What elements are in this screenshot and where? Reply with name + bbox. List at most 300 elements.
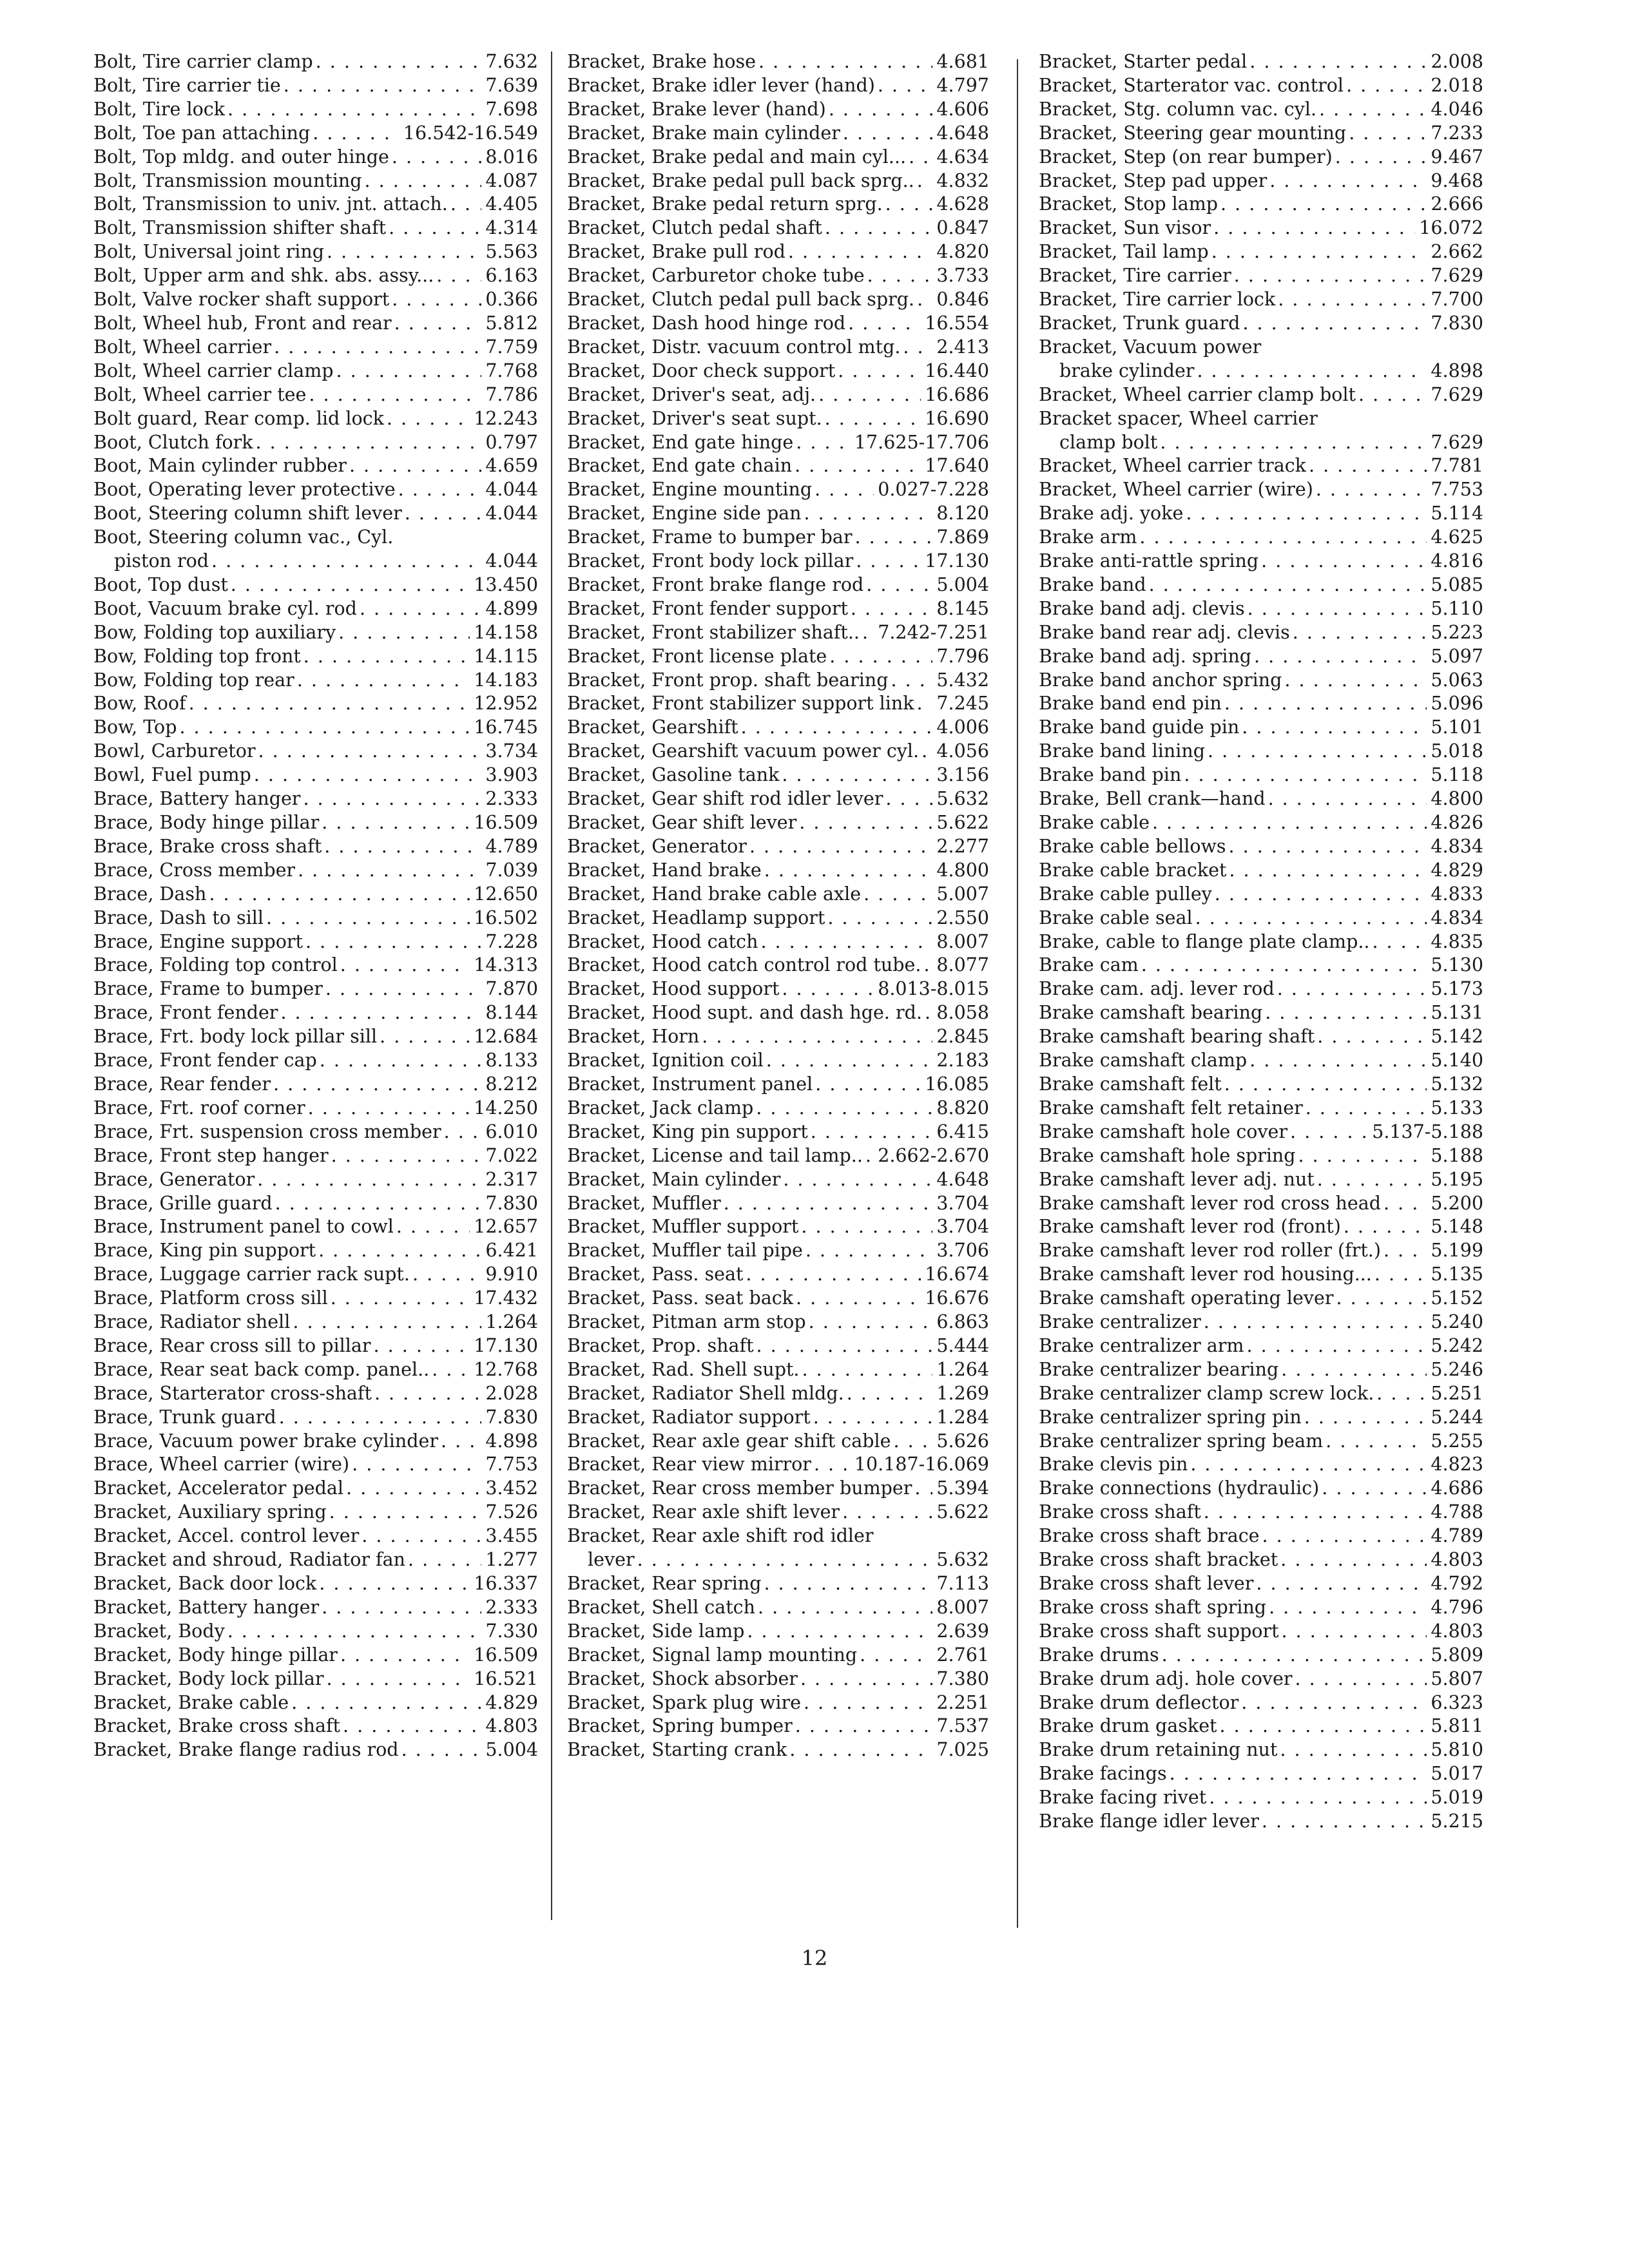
dot-leader [917,169,933,193]
entry-page-ref: 4.648 [936,1168,989,1190]
index-entry [93,383,538,407]
entry-page-ref: 16.509 [474,1644,538,1666]
entry-name: Bracket, Brake pedal and main cyl... [567,146,907,168]
entry-page-ref: 7.242-7.251 [878,621,989,643]
entry-page-ref: 7.753 [485,1454,538,1475]
entry-page-ref: 2.277 [936,835,989,857]
dot-leader [885,193,933,216]
entry-page-ref: 12.768 [474,1358,538,1380]
entry-name: Bracket, Ignition coil [567,1050,764,1072]
entry-name: Brake adj. yoke [1039,503,1184,524]
index-entry [93,740,538,764]
entry-page-ref: 16.554 [925,312,989,334]
index-entry [567,1738,989,1762]
entry-page-ref: 16.509 [474,812,538,833]
dot-leader [856,550,921,573]
entry-page-ref: 5.632 [936,1549,989,1571]
dot-leader [338,621,470,645]
entry-name: Brace, Front fender [93,1002,278,1024]
dot-leader [1241,1691,1427,1715]
entry-name: Brace, Trunk guard [93,1406,276,1428]
index-entry [567,1477,989,1501]
entry-page-ref: 2.028 [485,1382,538,1404]
index-entry [567,883,989,907]
entry-name: Bracket, Gear shift rod idler lever [567,788,883,810]
entry-name: Bracket, Front license plate [567,645,827,667]
entry-page-ref: 7.228 [485,930,538,952]
entry-name: Bracket, Gear shift lever [567,812,797,833]
entry-page-ref: 7.869 [936,526,989,548]
dot-leader [1304,1406,1427,1430]
dot-leader [1141,954,1427,977]
index-entry [567,1097,989,1120]
index-entry [567,454,989,478]
entry-page-ref: 7.759 [485,336,538,358]
entry-page-ref: 8.007 [936,930,989,952]
index-entry [1039,550,1483,573]
entry-page-ref: 9.468 [1431,169,1483,191]
index-entry [93,1738,538,1762]
dot-leader [862,621,874,645]
index-entry [93,1715,538,1738]
index-entry [1039,431,1483,455]
index-entry [567,1667,989,1691]
index-entry [567,1168,989,1192]
entry-page-ref: 5.007 [936,883,989,905]
entry-page-ref: 5.215 [1431,1811,1483,1832]
entry-page-ref: 4.314 [485,217,538,239]
entry-name: Bracket, Driver's seat, adj. [567,383,816,405]
index-entry [93,502,538,526]
entry-page-ref: 5.622 [936,1501,989,1523]
dot-leader [1262,1524,1427,1548]
dot-leader [1242,312,1427,336]
entry-name: Boot, Clutch fork [93,431,253,453]
entry-page-ref: 4.686 [1431,1477,1483,1499]
entry-name: Brake centralizer spring pin [1039,1406,1302,1428]
entry-page-ref: 16.676 [925,1287,989,1309]
entry-name: Bracket, Brake lever (hand) [567,98,826,120]
entry-page-ref: 8.077 [936,954,989,976]
index-entry [567,1144,989,1168]
dot-leader [274,336,481,360]
index-entry [1039,1738,1483,1762]
entry-page-ref: 7.753 [1431,479,1483,501]
dot-leader [815,1073,921,1097]
entry-page-ref: 4.788 [1431,1501,1483,1523]
entry-page-ref: 5.632 [936,788,989,810]
dot-leader [885,787,932,811]
entry-page-ref: 5.110 [1431,597,1483,619]
entry-page-ref: 5.811 [1431,1715,1483,1737]
index-entry [1039,502,1483,526]
entry-page-ref: 4.659 [485,455,538,477]
dot-leader [227,1620,482,1644]
dot-leader [796,1287,921,1311]
entry-name: Bracket, Hand brake cable axle [567,883,862,905]
entry-page-ref: 14.250 [474,1097,538,1119]
entry-name: Bracket, Step (on rear bumper) [1039,146,1333,168]
index-entry [1039,169,1483,193]
index-entry [1039,1001,1483,1025]
entry-name: Bracket, Instrument panel [567,1073,813,1095]
entry-name: Brake camshaft bearing [1039,1002,1263,1024]
entry-page-ref: 16.337 [474,1573,538,1594]
index-entry [1039,1215,1483,1239]
dot-leader [1346,74,1427,98]
entry-name: Bracket, Tail lamp [1039,241,1209,263]
entry-name: Brace, Frt. suspension cross member [93,1120,441,1142]
entry-page-ref: 7.830 [485,1406,538,1428]
page-number: 12 [801,1946,828,1970]
index-entry [1039,1120,1483,1144]
dot-leader [258,740,481,764]
entry-page-ref: 5.018 [1431,740,1483,762]
dot-leader [450,193,482,216]
dot-leader [1242,716,1427,740]
entry-page-ref: 5.199 [1431,1240,1483,1262]
entry-name: Bracket, Pitman arm stop [567,1311,806,1333]
entry-name: Bracket, Muffler tail pipe [567,1240,803,1262]
dot-leader [318,1239,481,1263]
entry-page-ref: 7.786 [485,383,538,405]
dot-leader [1277,977,1427,1001]
dot-leader [1316,478,1427,502]
index-entry [1039,883,1483,907]
entry-page-ref: 7.830 [1431,312,1483,334]
dot-leader [863,883,932,907]
index-entry [567,146,989,169]
dot-leader [1213,216,1415,240]
dot-leader [1344,1215,1427,1239]
index-entry [567,764,989,787]
dot-leader [1306,1097,1427,1120]
entry-name: Bow, Folding top front [93,645,301,667]
dot-leader [795,454,921,478]
index-entry [567,550,989,573]
index-entry [567,1287,989,1311]
index-entry [93,1144,538,1168]
entry-name: Brace, Frt. body lock pillar sill [93,1026,378,1048]
dot-leader [1160,431,1427,455]
entry-page-ref: 4.834 [1431,835,1483,857]
index-entry [93,669,538,693]
index-entry [93,811,538,835]
dot-leader [1376,1382,1427,1406]
entry-page-ref: 3.455 [485,1525,538,1547]
entry-page-ref: 5.807 [1431,1667,1483,1689]
index-entry [93,1548,538,1572]
index-entry [1039,621,1483,645]
entry-name: Brace, Body hinge pillar [93,812,320,833]
dot-leader [788,240,933,264]
dot-leader [825,407,921,431]
dot-leader [227,98,481,122]
entry-name: brake cylinder [1059,360,1195,381]
entry-name: Brake camshaft clamp [1039,1050,1248,1072]
entry-page-ref: 1.264 [936,1358,989,1380]
entry-name: Brake, Bell crank—hand [1039,788,1266,810]
dot-leader [782,764,932,787]
entry-name: Brake camshaft operating lever [1039,1287,1334,1309]
entry-name: Brace, Front step hanger [93,1144,329,1166]
index-entry [93,146,538,169]
entry-name: Bracket spacer, Wheel carrier [1039,407,1318,429]
entry-name: Brake camshaft lever rod (front) [1039,1216,1341,1238]
index-entry [93,1049,538,1073]
dot-leader [293,1311,481,1334]
entry-page-ref: 3.734 [485,740,538,762]
entry-name: Brake drum retaining nut [1039,1739,1278,1761]
index-entry [1039,1715,1483,1738]
index-entry [567,360,989,383]
entry-name: Brake camshaft bearing shaft [1039,1026,1315,1048]
dot-leader [179,716,470,740]
dot-leader [809,1311,933,1334]
entry-page-ref: 4.006 [936,716,989,738]
entry-name: Bracket, Body lock pillar [93,1667,324,1689]
entry-page-ref: 2.333 [485,788,538,810]
entry-name: Bracket, Front brake flange rod [567,573,864,595]
index-entry [93,977,538,1001]
index-entry [93,1477,538,1501]
index-entry [93,216,538,240]
entry-name: Brake camshaft lever adj. nut [1039,1168,1315,1190]
entry-page-ref: 5.195 [1431,1168,1483,1190]
entry-name: lever [588,1549,635,1571]
entry-page-ref: 5.563 [485,241,538,263]
dot-leader [1246,1334,1427,1358]
dot-leader [297,669,470,693]
entry-name: Brake camshaft felt [1039,1073,1222,1095]
entry-name: Boot, Vacuum brake cyl. rod [93,597,357,619]
dot-leader [1215,883,1427,907]
entry-name: Bracket, Brake cable [93,1691,289,1713]
dot-leader [1211,240,1427,264]
entry-page-ref: 4.046 [1431,98,1483,120]
index-column-3 [1039,50,1483,1834]
entry-page-ref: 5.114 [1431,503,1483,524]
entry-name: Bolt, Transmission to univ. jnt. attach. [93,193,448,215]
entry-name: Bracket, Brake main cylinder [567,122,840,144]
dot-leader [1170,1762,1427,1786]
index-entry [567,1382,989,1406]
index-entry [93,1406,538,1430]
dot-leader [1139,526,1427,550]
column-divider [1017,59,1018,1928]
entry-page-ref: 5.135 [1431,1264,1483,1285]
entry-name: Bracket, Generator [567,835,747,857]
entry-page-ref: 4.792 [1431,1573,1483,1594]
index-entry [567,74,989,98]
entry-page-ref: 8.007 [936,1596,989,1618]
entry-page-ref: 5.137-5.188 [1372,1120,1483,1142]
index-entry [1039,1691,1483,1715]
index-entry [1039,1025,1483,1049]
dot-leader [855,526,933,550]
index-entry [567,383,989,407]
entry-page-ref: 5.251 [1431,1382,1483,1404]
entry-page-ref: 5.118 [1431,764,1483,786]
index-entry [1039,930,1483,954]
entry-name: Brake clevis pin [1039,1454,1188,1475]
entry-name: Brake camshaft felt retainer [1039,1097,1303,1119]
entry-page-ref: 8.820 [936,1097,989,1119]
dot-leader [789,1738,932,1762]
dot-leader [842,1501,932,1524]
entry-name: piston rod [114,550,209,572]
dot-leader [801,1215,932,1239]
entry-name: Bracket, Body hinge pillar [93,1644,338,1666]
entry-page-ref: 4.899 [485,597,538,619]
entry-page-ref: 14.183 [474,669,538,691]
dot-leader [925,1001,932,1025]
entry-page-ref: 4.835 [1431,930,1483,952]
index-entry [1039,264,1483,288]
entry-name: Bracket, Pass. seat [567,1264,744,1285]
entry-name: Bracket, Stop lamp [1039,193,1219,215]
index-entry [567,977,989,1001]
entry-name: Brake centralizer arm [1039,1334,1244,1356]
index-entry [567,264,989,288]
index-entry [1039,1406,1483,1430]
entry-name: Brake cross shaft bracket [1039,1549,1278,1571]
entry-page-ref: 12.243 [474,407,538,429]
index-entry [93,1215,538,1239]
entry-name: Bolt guard, Rear comp. lid lock [93,407,384,429]
entry-name: Brace, Dash [93,883,207,905]
index-entry [93,597,538,621]
dot-leader [1234,264,1427,288]
dot-leader [405,502,482,526]
entry-page-ref: 5.085 [1431,573,1483,595]
dot-leader [804,502,933,526]
entry-name: Bracket, Back door lock [93,1573,317,1594]
dot-leader [917,288,932,312]
entry-name: Bracket, Front prop. shaft bearing [567,669,889,691]
entry-page-ref: 7.629 [1431,265,1483,287]
dot-leader [637,1548,933,1572]
entry-page-ref: 14.313 [474,954,538,976]
entry-page-ref: 6.010 [485,1120,538,1142]
index-entry [93,859,538,883]
index-entry [1039,1430,1483,1454]
dot-leader [1209,1786,1427,1810]
entry-name: Bracket, Wheel carrier clamp bolt [1039,383,1356,405]
entry-page-ref: 5.017 [1431,1763,1483,1785]
index-entry [93,431,538,455]
dot-leader [1383,1192,1427,1216]
entry-page-ref: 6.863 [936,1311,989,1333]
index-entry [93,716,538,740]
entry-name: Brake cross shaft support [1039,1620,1279,1642]
entry-page-ref: 5.444 [936,1334,989,1356]
entry-page-ref: 7.796 [936,645,989,667]
index-entry [567,1215,989,1239]
index-entry [93,883,538,907]
index-entry [93,1192,538,1216]
index-entry [93,240,538,264]
entry-page-ref: 7.768 [485,360,538,381]
index-entry [567,288,989,312]
dot-leader [1204,1311,1427,1334]
index-entry [93,122,538,146]
entry-name: Brake drums [1039,1644,1159,1666]
entry-page-ref: 5.131 [1431,1002,1483,1024]
dot-leader [394,312,482,336]
entry-name: Bracket, Rear view mirror [567,1454,811,1475]
entry-page-ref: 16.440 [925,360,989,381]
index-entry [567,1691,989,1715]
dot-leader [329,1501,482,1524]
dot-leader [921,740,932,764]
dot-leader [325,977,482,1001]
index-entry [1039,98,1483,122]
index-entry [93,1311,538,1334]
index-entry [567,1311,989,1334]
index-entry [93,1382,538,1406]
entry-page-ref: 1.264 [485,1311,538,1333]
index-entry [1039,1334,1483,1358]
dot-leader [436,264,481,288]
dot-leader [412,1263,481,1287]
dot-leader [1278,288,1427,312]
entry-page-ref: 4.826 [1431,812,1483,833]
dot-leader [331,1287,470,1311]
index-entry [1039,1501,1483,1524]
entry-name: Brace, Instrument panel to cowl [93,1216,394,1238]
dot-leader [1293,621,1427,645]
entry-name: Brake cable bellows [1039,835,1226,857]
dot-leader [189,692,470,716]
index-entry [1039,240,1483,264]
entry-name: Bracket, Rad. Shell supt. [567,1358,800,1380]
dot-leader [814,1453,851,1477]
entry-name: Brake cable seal [1039,907,1193,928]
entry-name: Bracket, Brake cross shaft [93,1715,341,1737]
index-entry [567,907,989,930]
index-entry [567,645,989,669]
entry-name: Bracket, Starter pedal [1039,51,1248,72]
entry-name: Bracket, Brake hose [567,51,756,72]
entry-page-ref: 3.704 [936,1216,989,1238]
entry-page-ref: 2.639 [936,1620,989,1642]
entry-page-ref: 0.366 [485,289,538,311]
entry-name: Brake camshaft lever rod cross head [1039,1192,1381,1214]
entry-page-ref: 12.650 [474,883,538,905]
index-entry [1039,1667,1483,1691]
dot-leader [322,1596,481,1620]
index-entry [567,930,989,954]
dot-leader [361,1524,481,1548]
dot-leader [1186,502,1427,526]
dot-leader [1322,1477,1427,1501]
entry-page-ref: 5.394 [936,1477,989,1499]
dot-leader [275,1192,482,1216]
index-entry [93,50,538,74]
dot-leader [1319,98,1427,122]
index-entry [93,478,538,502]
dot-leader [1349,122,1427,146]
entry-page-ref: 5.242 [1431,1334,1483,1356]
index-entry [1039,312,1483,336]
index-entry [1039,1358,1483,1382]
entry-name: Bracket, Door check support [567,360,836,381]
dot-leader [360,597,481,621]
entry-name: Bracket, Horn [567,1026,700,1048]
index-entry [567,193,989,216]
index-entry [567,1001,989,1025]
